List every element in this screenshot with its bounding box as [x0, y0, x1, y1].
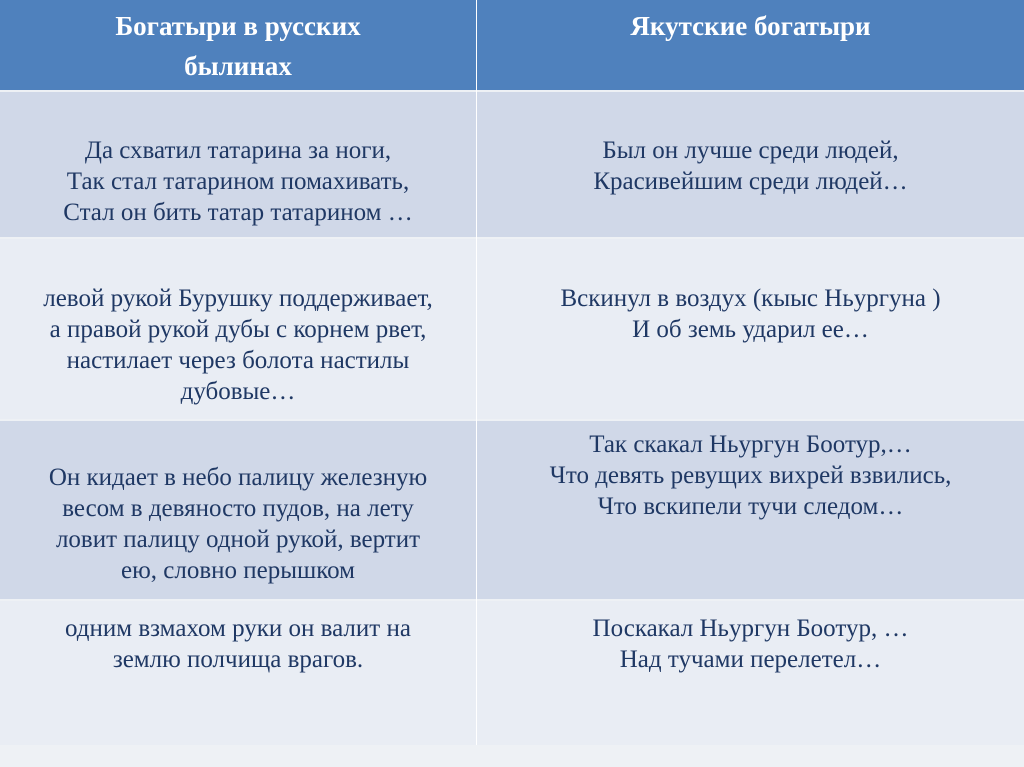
cell-text-line: Что вскипели тучи следом… [597, 493, 904, 520]
cell-yakut [477, 601, 1024, 745]
cell-text-line: а правой рукой дубы с корнем рвет, [49, 316, 427, 343]
cell-text-line: И об земь ударил ее… [632, 316, 869, 343]
cell-yakut [477, 421, 1024, 599]
header-russian-line1: Богатыри в русских [115, 11, 361, 41]
cell-text-line: Красивейшим среди людей… [593, 168, 908, 195]
cell-text-line: настилает через болота настилы [66, 347, 410, 374]
cell-text-line: левой рукой Бурушку поддерживает, [43, 285, 433, 312]
cell-text-line: Что девять ревущих вихрей взвились, [549, 462, 952, 489]
table-row [0, 421, 1024, 599]
cell-text-line: весом в девяносто пудов, на лету [62, 495, 414, 522]
cell-text-line: ею, словно перышком [120, 557, 356, 584]
slide-footer-area [0, 745, 1024, 767]
cell-text-line: землю полчища врагов. [112, 646, 364, 673]
cell-yakut [477, 92, 1024, 237]
table-row [0, 239, 1024, 419]
cell-yakut [477, 239, 1024, 419]
header-cell-russian [0, 0, 476, 90]
column-divider [476, 0, 477, 745]
cell-text-line: одним взмахом руки он валит на [65, 615, 411, 642]
cell-russian [0, 421, 476, 599]
header-cell-yakut [477, 0, 1024, 90]
cell-text-line: Да схватил татарина за ноги, [84, 137, 392, 164]
cell-russian [0, 239, 476, 419]
header-russian-line2: былинах [184, 51, 292, 81]
cell-text-line: Вскинул в воздух (кыыс Ньургуна ) [560, 285, 941, 312]
cell-text-line: Поскакал Ньургун Боотур, … [592, 615, 909, 642]
cell-text-line: Стал он бить татар татарином … [63, 199, 413, 226]
cell-text-line: Над тучами перелетел… [619, 646, 882, 673]
table-header-row [0, 0, 1024, 90]
cell-text-line: Так скакал Ньургун Боотур,… [589, 431, 912, 458]
cell-text-line: ловит палицу одной рукой, вертит [55, 526, 421, 553]
table-row [0, 601, 1024, 745]
table-row [0, 92, 1024, 237]
cell-text-line: Он кидает в небо палицу железную [48, 464, 428, 491]
cell-text-line: Так стал татарином помахивать, [66, 168, 410, 195]
header-yakut-title: Якутские богатыри [630, 11, 871, 41]
cell-text-line: дубовые… [180, 378, 296, 405]
cell-russian [0, 92, 476, 237]
cell-russian [0, 601, 476, 745]
cell-text-line: Был он лучше среди людей, [602, 137, 899, 164]
